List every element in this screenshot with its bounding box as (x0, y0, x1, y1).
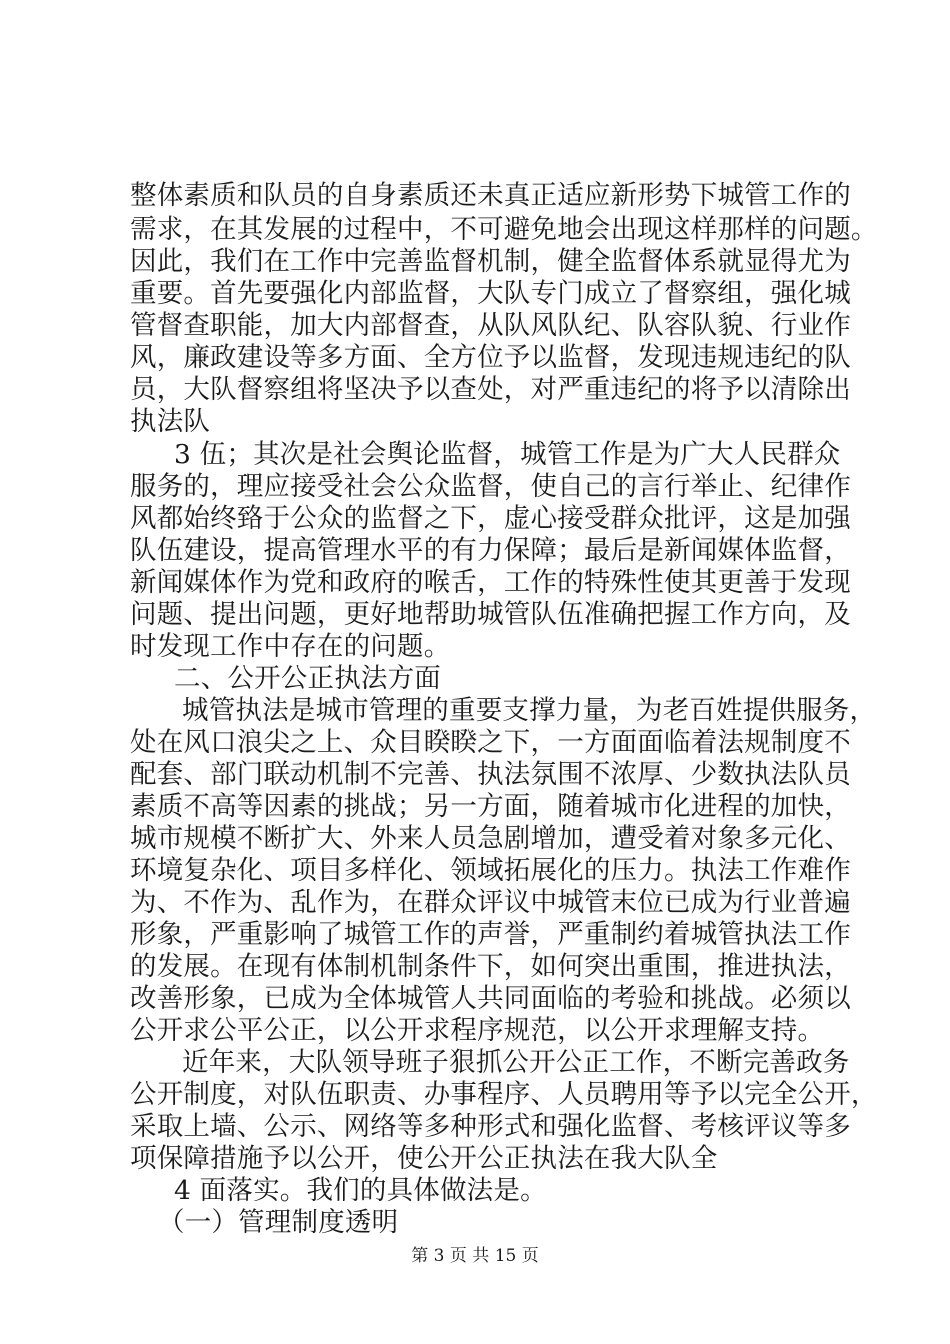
text-line: 新闻媒体作为党和政府的喉舌，工作的特殊性使其更善于发现 (130, 567, 851, 598)
text-line: 需求，在其发展的过程中，不可避免地会出现这样那样的问题。 (130, 214, 878, 245)
text-line: 公开求公平公正，以公开求程序规范，以公开求理解支持。 (130, 1015, 825, 1046)
text-line: 重要。首先要强化内部监督，大队专门成立了督察组，强化城 (130, 278, 851, 309)
text-line: 服务的，理应接受社会公众监督，使自己的言行举止、纪律作 (130, 471, 851, 502)
text-line: 环境复杂化、项目多样化、领域拓展化的压力。执法工作难作 (130, 855, 851, 886)
text-line: 3 伍；其次是社会舆论监督，城管工作是为广大人民群众 (174, 439, 841, 470)
text-line: 公开制度，对队伍职责、办事程序、人员聘用等予以完全公开， (130, 1079, 878, 1110)
text-line: 为、不作为、乱作为，在群众评议中城管末位已成为行业普遍 (130, 887, 851, 918)
text-line: 城市规模不断扩大、外来人员急剧增加，遭受着对象多元化、 (130, 823, 851, 854)
text-line: 队伍建设，提高管理水平的有力保障；最后是新闻媒体监督， (130, 535, 851, 566)
text-line: 配套、部门联动机制不完善、执法氛围不浓厚、少数执法队员 (130, 759, 851, 790)
text-line: 执法队 (130, 406, 211, 437)
text-line: 的发展。在现有体制机制条件下，如何突出重围，推进执法， (130, 951, 851, 982)
text-line: 项保障措施予以公开，使公开公正执法在我大队全 (130, 1143, 718, 1174)
text-line: 风都始终臵于公众的监督之下，虚心接受群众批评，这是加强 (130, 503, 851, 534)
text-line: 整体素质和队员的自身素质还未真正适应新形势下城管工作的 (130, 180, 851, 211)
text-line: 时发现工作中存在的问题。 (130, 631, 451, 662)
text-line: 员，大队督察组将坚决予以查处，对严重违纪的将予以清除出 (130, 374, 851, 405)
text-line: 改善形象，已成为全体城管人共同面临的考验和挑战。必须以 (130, 983, 851, 1014)
text-line: （一）管理制度透明 (158, 1207, 399, 1238)
text-line: 素质不高等因素的挑战；另一方面，随着城市化进程的加快， (130, 791, 851, 822)
text-line: 因此，我们在工作中完善监督机制，健全监督体系就显得尤为 (130, 246, 851, 277)
text-line: 二、公开公正执法方面 (174, 663, 441, 694)
text-line: 管督查职能，加大内部督查，从队风队纪、队容队貌、行业作 (130, 310, 851, 341)
text-line: 4 面落实。我们的具体做法是。 (174, 1175, 547, 1206)
text-line: 近年来，大队领导班子狠抓公开公正工作，不断完善政务 (182, 1047, 850, 1078)
page-footer: 第 3 页 共 15 页 (411, 1246, 539, 1266)
text-line: 风，廉政建设等多方面、全方位予以监督，发现违规违纪的队 (130, 342, 851, 373)
text-line: 处在风口浪尖之上、众目睽睽之下，一方面面临着法规制度不 (130, 727, 851, 758)
text-line: 城管执法是城市管理的重要支撑力量，为老百姓提供服务， (182, 695, 877, 726)
text-line: 问题、提出问题，更好地帮助城管队伍准确把握工作方向，及 (130, 599, 851, 630)
text-line: 采取上墙、公示、网络等多种形式和强化监督、考核评议等多 (130, 1111, 851, 1142)
text-line: 形象，严重影响了城管工作的声誉，严重制约着城管执法工作 (130, 919, 851, 950)
